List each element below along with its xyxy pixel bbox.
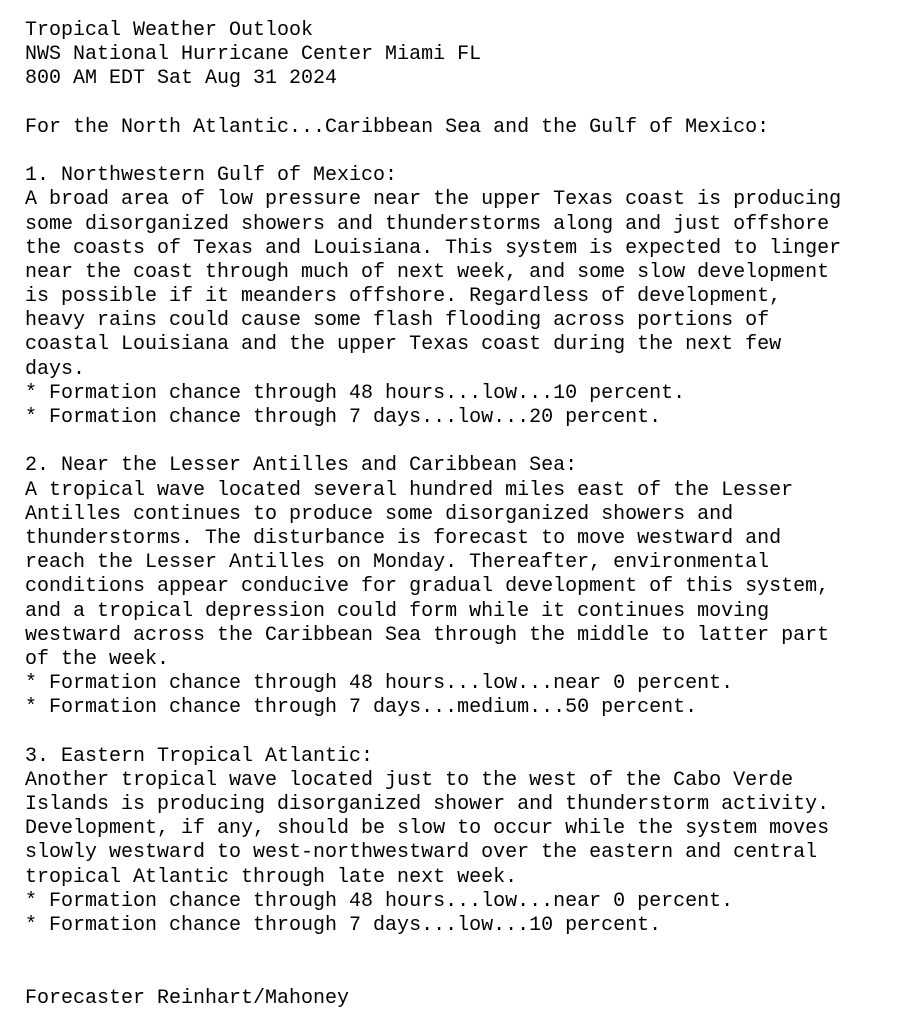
outlook-document [25,19,900,1011]
formation-chance-7d: * Formation chance through 7 days...low...10 percent. [25,913,662,937]
area-text-line: the coasts of Texas and Louisiana. This system is expected to linger [25,236,842,260]
area-text-line: of the week. [25,647,170,671]
spacer [25,140,900,164]
area-text-line: days. [25,357,86,381]
area-heading: 3. Eastern Tropical Atlantic: [25,744,374,768]
spacer [25,430,900,454]
area-text-line: A broad area of low pressure near the upper Texas coast is producing [25,188,842,212]
issue-time: 800 AM EDT Sat Aug 31 2024 [25,67,338,91]
area-text-line: coastal Louisiana and the upper Texas coast during the next few [25,333,782,357]
spacer [25,962,900,986]
area-section-2 [25,454,900,720]
formation-chance-48h: * Formation chance through 48 hours...low...near 0 percent. [25,672,734,696]
spacer [25,92,900,116]
area-text-line: slowly westward to west-northwestward over the eastern and central [25,841,818,865]
outlook-title: Tropical Weather Outlook [25,19,314,42]
area-text-line: thunderstorms. The disturbance is forecast to move westward and [25,526,782,550]
formation-chance-48h: * Formation chance through 48 hours...low...near 0 percent. [25,889,734,913]
area-text-line: Antilles continues to produce some disorganized showers and [25,502,734,526]
area-text-line: reach the Lesser Antilles on Monday. Thereafter, environmental [25,551,770,575]
area-text-line: near the coast through much of next week, and some slow development [25,260,830,284]
area-heading: 2. Near the Lesser Antilles and Caribbean Sea: [25,454,578,478]
area-text-line: heavy rains could cause some flash flooding across portions of [25,309,770,333]
area-text-line: is possible if it meanders offshore. Regardless of development, [25,285,782,309]
area-section-3 [25,745,900,939]
area-text-line: Another tropical wave located just to the west of the Cabo Verde [25,768,794,792]
issuing-office: NWS National Hurricane Center Miami FL [25,43,482,67]
outlook-scope: For the North Atlantic...Caribbean Sea and the Gulf of Mexico: [25,115,770,139]
area-text-line: Development, if any, should be slow to occur while the system moves [25,817,830,841]
forecaster-signature: Forecaster Reinhart/Mahoney [25,986,350,1010]
formation-chance-7d: * Formation chance through 7 days...medium...50 percent. [25,696,698,720]
area-text-line: and a tropical depression could form while it continues moving [25,599,770,623]
formation-chance-48h: * Formation chance through 48 hours...low...10 percent. [25,381,686,405]
area-text-line: tropical Atlantic through late next week. [25,865,518,889]
area-text-line: A tropical wave located several hundred miles east of the Lesser [25,478,794,502]
area-text-line: some disorganized showers and thunderstorms along and just offshore [25,212,830,236]
area-heading: 1. Northwestern Gulf of Mexico: [25,164,398,188]
spacer [25,938,900,962]
area-text-line: westward across the Caribbean Sea through the middle to latter part [25,623,830,647]
formation-chance-7d: * Formation chance through 7 days...low...20 percent. [25,406,662,429]
area-text-line: conditions appear conducive for gradual development of this system, [25,575,830,599]
spacer [25,720,900,744]
area-section-1 [25,164,900,430]
area-text-line: Islands is producing disorganized shower and thunderstorm activity. [25,793,830,816]
